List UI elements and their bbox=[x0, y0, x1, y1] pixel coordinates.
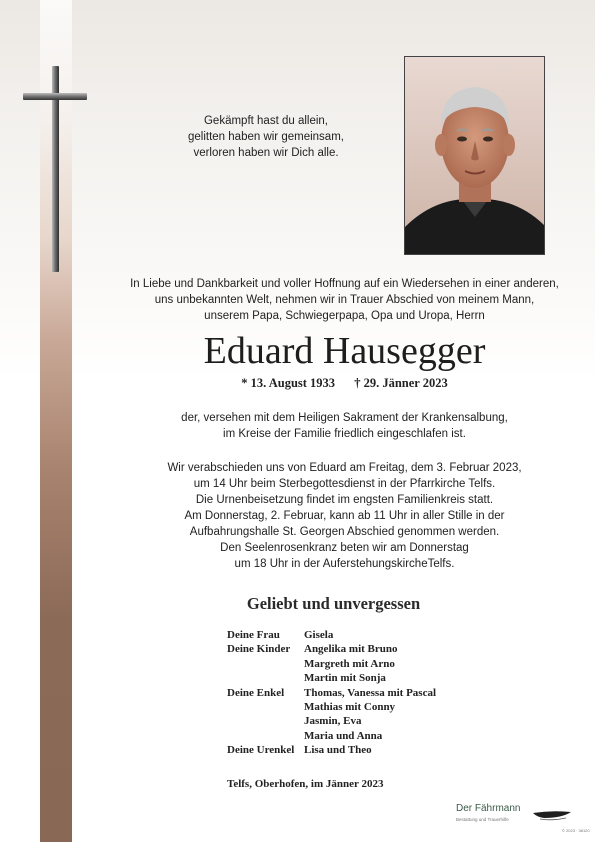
intro-line: In Liebe und Dankbarkeit und voller Hoffnung auf ein Wiedersehen in einer anderen, bbox=[130, 278, 559, 290]
relation-names bbox=[304, 628, 333, 642]
poem-line: verloren haben wir Dich alle. bbox=[193, 147, 339, 159]
family-row bbox=[227, 628, 436, 642]
death-text-line: im Kreise der Familie friedlich eingeschlafen ist. bbox=[223, 428, 466, 440]
intro-line: unserem Papa, Schwiegerpapa, Opa und Uropa, Herrn bbox=[204, 310, 485, 322]
boat-icon bbox=[532, 807, 572, 821]
closing-place-date: Telfs, Oberhofen, im Jänner 2023 bbox=[227, 778, 384, 790]
family-name: Margreth mit Arno bbox=[304, 657, 395, 670]
logo-subtitle: Bestattung und Trauerhilfe bbox=[456, 817, 509, 822]
family-list bbox=[227, 628, 436, 758]
death-date: † 29. Jänner 2023 bbox=[354, 376, 448, 390]
family-name: Jasmin, Eva bbox=[304, 715, 362, 728]
family-name: Thomas, Vanessa mit Pascal bbox=[304, 686, 437, 699]
funeral-line: Die Urnenbeisetzung findet im engsten Familienkreis statt. bbox=[195, 494, 494, 506]
relation-names bbox=[304, 686, 436, 744]
life-dates bbox=[92, 376, 595, 391]
funeral-line: Den Seelenrosenkranz beten wir am Donnerstag bbox=[220, 542, 469, 554]
funeral-home-logo bbox=[456, 803, 576, 833]
funeral-line: um 14 Uhr beim Sterbegottesdienst in der Pfarrkirche Telfs. bbox=[193, 478, 496, 490]
poem bbox=[150, 113, 382, 161]
funeral-line: Am Donnerstag, 2. Februar, kann ab 11 Uhr in aller Stille in der bbox=[184, 510, 505, 522]
family-name: Lisa und Theo bbox=[304, 744, 372, 757]
funeral-line: Wir verabschieden uns von Eduard am Freitag, dem 3. Februar 2023, bbox=[167, 462, 522, 474]
family-row bbox=[227, 642, 436, 685]
relation-names bbox=[304, 743, 372, 757]
portrait-photo bbox=[404, 56, 545, 255]
section-heading: Geliebt und unvergessen bbox=[246, 594, 421, 613]
family-row bbox=[227, 686, 436, 744]
birth-date: * 13. August 1933 bbox=[241, 376, 336, 390]
deceased-name: Eduard Hausegger bbox=[203, 330, 486, 372]
family-name: Gisela bbox=[304, 629, 334, 641]
death-text bbox=[92, 410, 595, 442]
relation-label: Deine Urenkel bbox=[227, 744, 295, 757]
family-name: Maria und Anna bbox=[304, 729, 383, 742]
poem-line: gelitten haben wir gemeinsam, bbox=[188, 131, 344, 143]
family-name: Angelika mit Bruno bbox=[304, 643, 398, 656]
logo-name: Der Fährmann bbox=[456, 803, 521, 814]
family-name: Mathias mit Conny bbox=[304, 701, 396, 714]
intro-text bbox=[92, 276, 595, 324]
relation-label: Deine Kinder bbox=[227, 643, 291, 656]
relation-label: Deine Enkel bbox=[227, 686, 285, 699]
funeral-line: um 18 Uhr in der AuferstehungskircheTelfs. bbox=[234, 558, 455, 570]
family-name: Martin mit Sonja bbox=[304, 672, 386, 685]
relation-label: Deine Frau bbox=[227, 629, 280, 641]
funeral-text bbox=[92, 460, 595, 572]
cross-icon-horizontal bbox=[23, 93, 87, 100]
family-row bbox=[227, 743, 436, 757]
poem-line: Gekämpft hast du allein, bbox=[203, 115, 328, 127]
death-text-line: der, versehen mit dem Heiligen Sakrament der Krankensalbung, bbox=[181, 412, 508, 424]
relation-names bbox=[304, 642, 398, 685]
document-code: © 2023 · 38120 bbox=[562, 828, 590, 833]
funeral-line: Aufbahrungshalle St. Georgen Abschied genommen werden. bbox=[189, 526, 500, 538]
intro-line: uns unbekannten Welt, nehmen wir in Trauer Abschied von meinem Mann, bbox=[154, 294, 535, 306]
